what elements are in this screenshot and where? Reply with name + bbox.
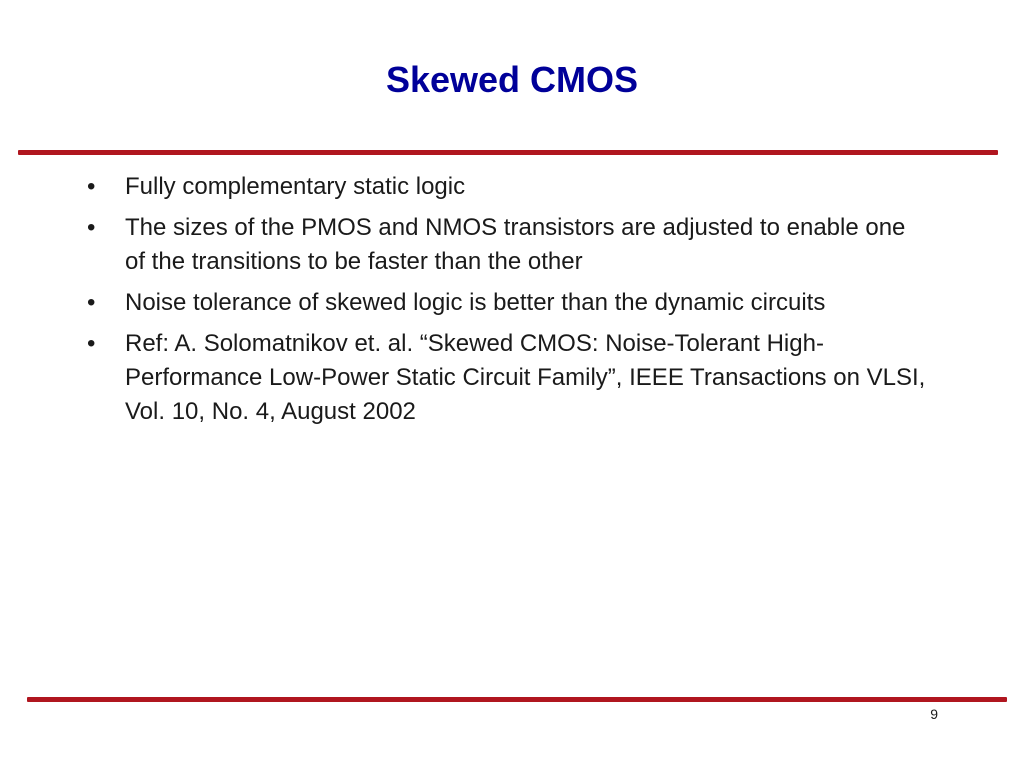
bullet-marker: •	[87, 289, 96, 316]
bottom-divider	[27, 697, 1007, 702]
bullet-text: The sizes of the PMOS and NMOS transistors are adjusted to enable one of the transitions to be faster than the other	[125, 214, 906, 275]
page-number: 9	[930, 706, 938, 722]
bullet-text: Noise tolerance of skewed logic is better than the dynamic circuits	[125, 289, 826, 316]
bullet-item	[87, 211, 927, 279]
bullet-item	[87, 170, 927, 204]
bullet-text: Ref: A. Solomatnikov et. al. “Skewed CMOS: Noise-Tolerant High-Performance Low-Power Static Circuit Family”, IEEE Transactions on VLSI, Vol. 10, No. 4, August 2002	[125, 330, 926, 425]
bullet-item	[87, 286, 927, 320]
bullet-marker: •	[87, 214, 96, 241]
bullet-item	[87, 327, 927, 429]
bullet-marker: •	[87, 173, 96, 200]
bullet-list	[87, 170, 927, 436]
bullet-marker: •	[87, 330, 96, 357]
bullet-text: Fully complementary static logic	[125, 173, 466, 200]
top-divider	[18, 150, 998, 155]
slide-title: Skewed CMOS	[385, 59, 639, 100]
